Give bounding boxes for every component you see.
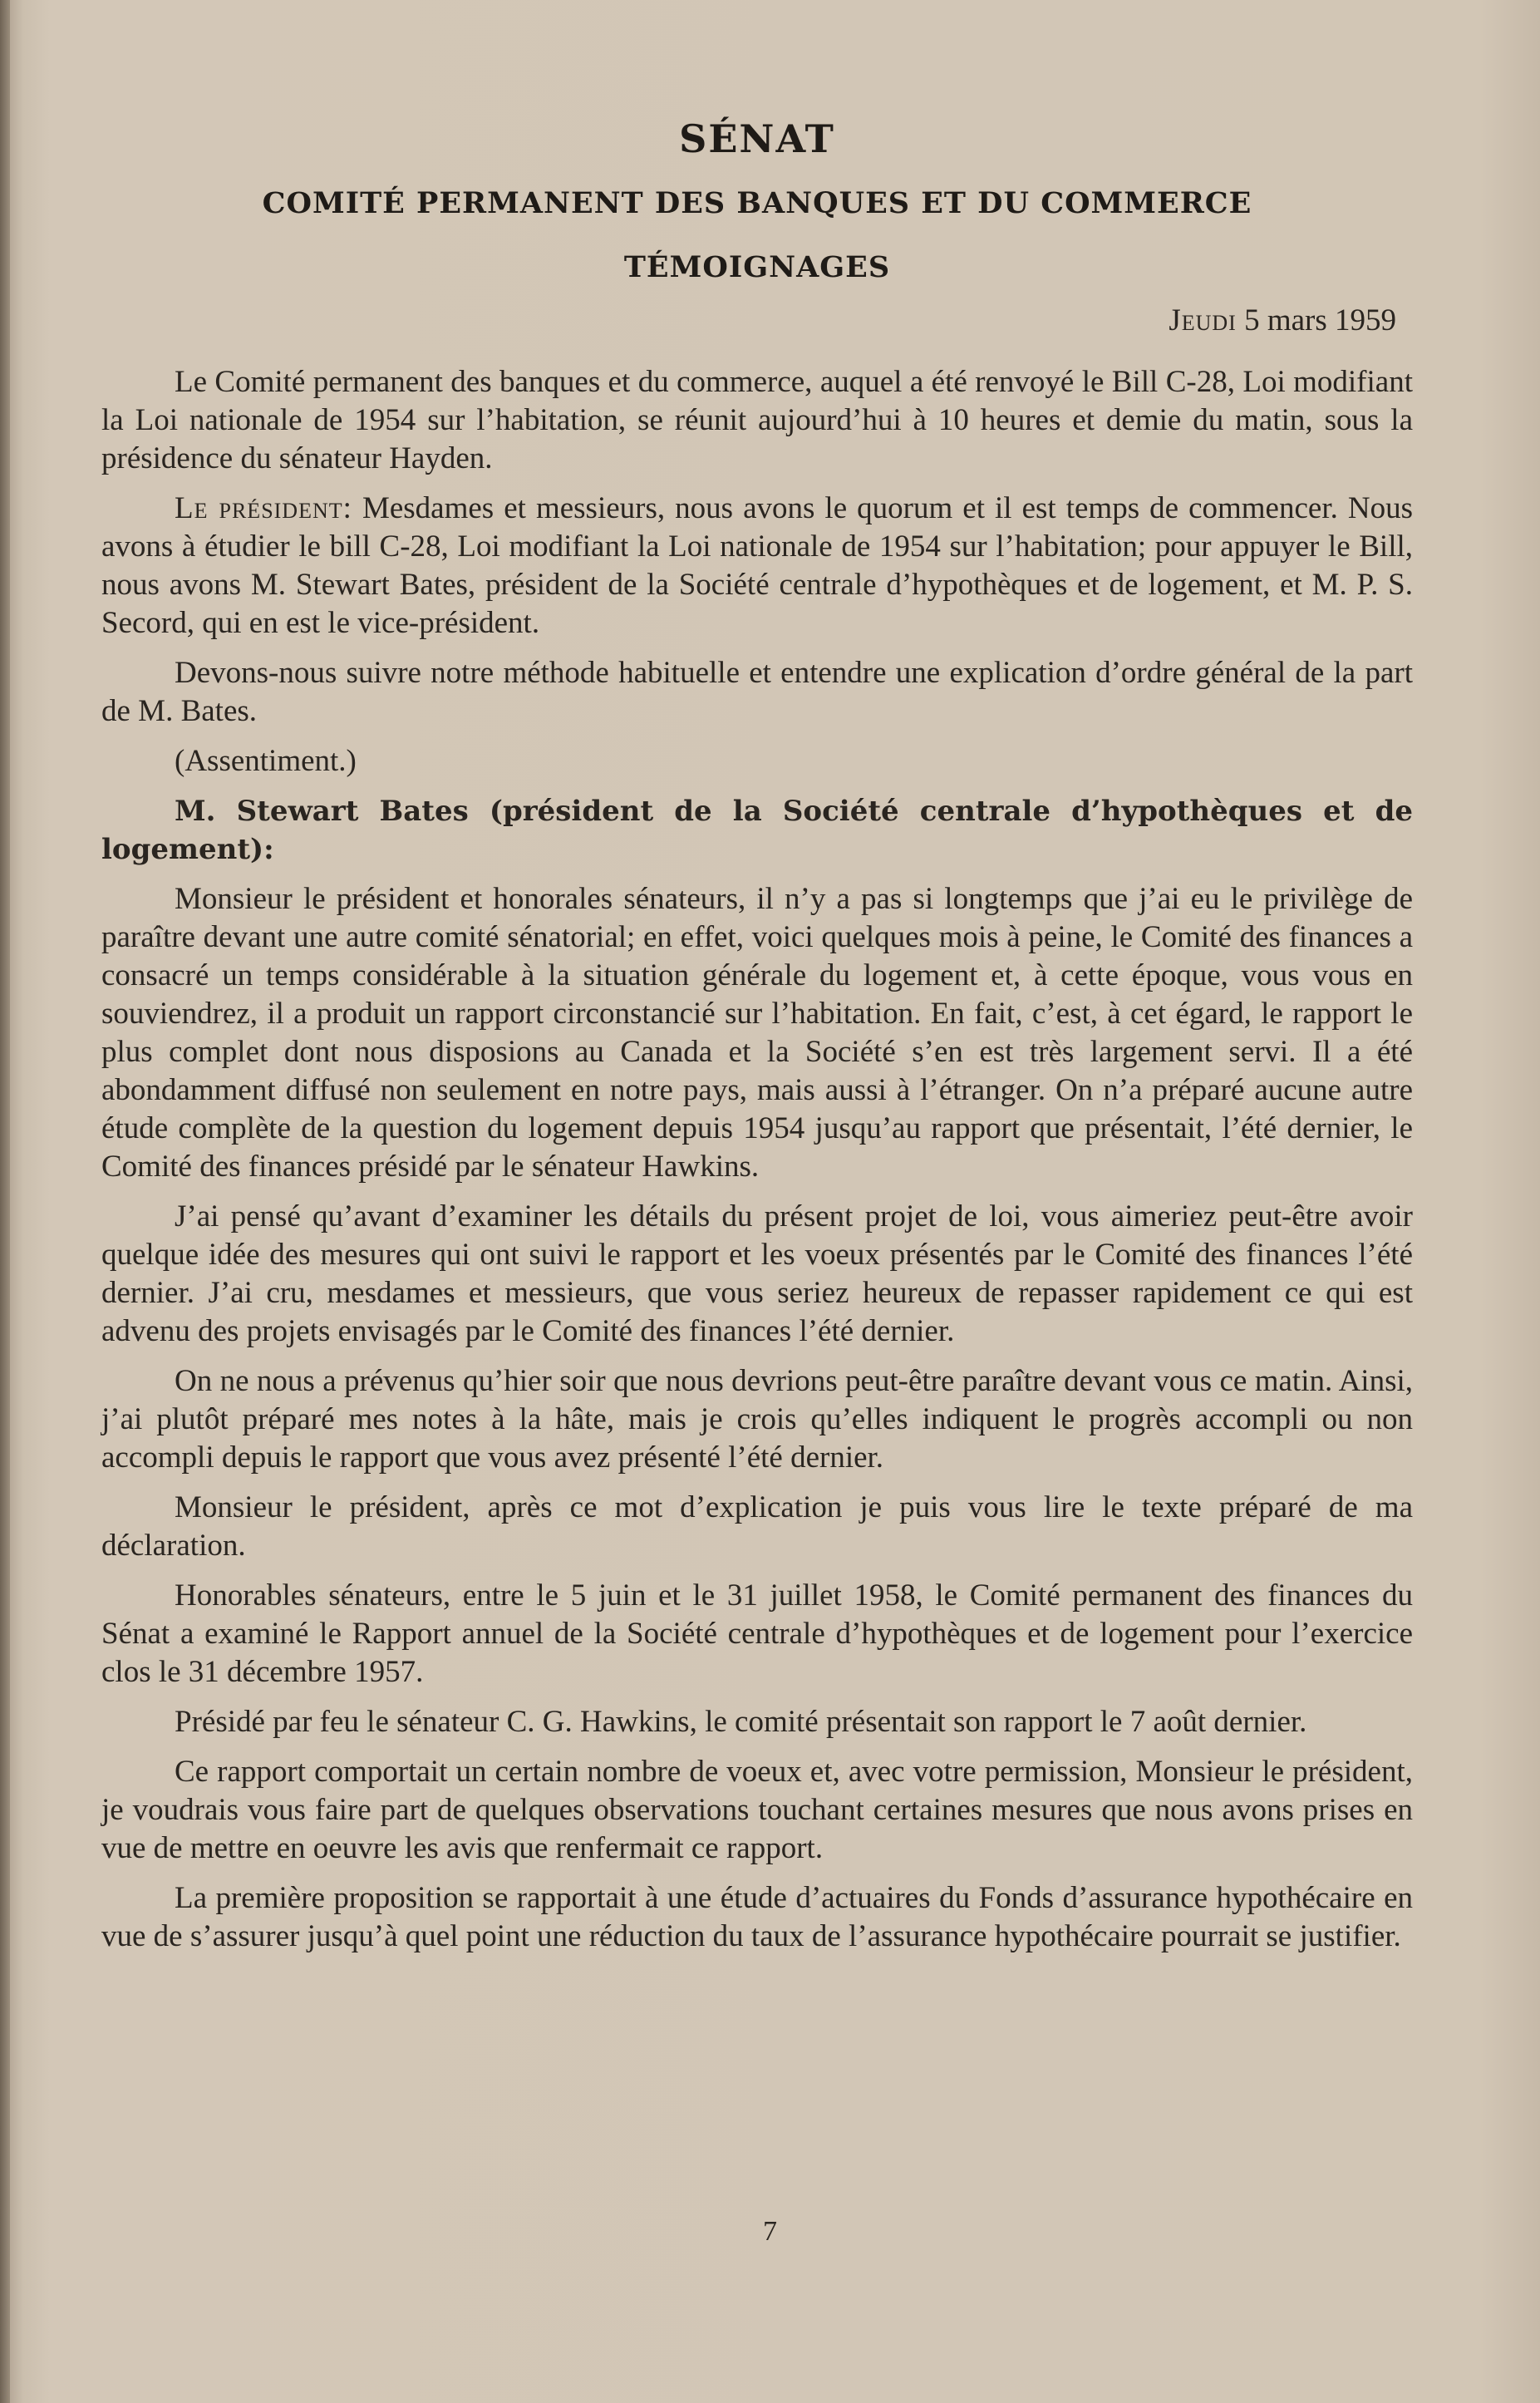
- paragraph-testimony-2: J’ai pensé qu’avant d’examiner les détails du présent projet de loi, vous aimeriez peut-être avoir quelque idée des mesures qui ont suivi le rapport et les voeux présentés par le Comité des finances l’été dernier. J’ai cru, mesdames et messieurs, que vous seriez heureux de repasser rapidement ce qui est advenu des projets envisagés par le Comité des finances l’été dernier.: [101, 1199, 1413, 1348]
- paragraph-testimony-7: Ce rapport comportait un certain nombre de voeux et, avec votre permission, Monsieur le président, je voudrais vous faire part de quelques observations touchant certaines mesures que nous avons prises en vue de mettre en oeuvre les avis que renfermait ce rapport.: [101, 1755, 1413, 1865]
- paragraph-intro: Le Comité permanent des banques et du commerce, auquel a été renvoyé le Bill C-28, Loi modifiant la Loi nationale de 1954 sur l’habitation, se réunit aujourd’hui à 10 heures et demie du matin, sous la présidence du sénateur Hayden.: [101, 365, 1413, 475]
- page-title: SÉNAT: [679, 116, 835, 161]
- committee-heading: COMITÉ PERMANENT DES BANQUES ET DU COMMERCE: [262, 186, 1252, 220]
- paragraph-method: Devons-nous suivre notre méthode habituelle et entendre une explication d’ordre général de la part de M. Bates.: [101, 656, 1413, 728]
- binding-edge: [0, 0, 10, 2403]
- speaker-witness: M. Stewart Bates (président de la Société centrale d’hypothèques et de logement):: [101, 795, 1413, 866]
- paragraph-testimony-6: Présidé par feu le sénateur C. G. Hawkins, le comité présentait son rapport le 7 août dernier.: [175, 1705, 1307, 1739]
- paragraph-testimony-4: Monsieur le président, après ce mot d’explication je puis vous lire le texte préparé de ma déclaration.: [101, 1490, 1413, 1563]
- speaker-president: Le président:: [175, 491, 352, 525]
- paragraph-testimony-1: Monsieur le président et honorales sénateurs, il n’y a pas si longtemps que j’ai eu le privilège de paraître devant une autre comité sénatorial; en effet, voici quelques mois à peine, le Comité des finances a consacré un temps considérable à la situation générale du logement et, à cette époque, vous vous en souviendrez, il a produit un rapport circonstancié sur l’habitation. En fait, c’est, à cet égard, le rapport le plus complet dont nous disposions au Canada et la Société s’en est très largement servi. Il a été abondamment diffusé non seulement en notre pays, mais aussi à l’étranger. On n’a préparé aucune autre étude complète de la question du logement depuis 1954 jusqu’au rapport que présentait, l’été dernier, le Comité des finances présidé par le sénateur Hawkins.: [101, 882, 1413, 1184]
- paragraph-testimony-8: La première proposition se rapportait à une étude d’actuaires du Fonds d’assurance hypothécaire en vue de s’assurer jusqu’à quel point une réduction du taux de l’assurance hypothécaire pourrait se justifier.: [101, 1881, 1413, 1953]
- document-content: [101, 116, 1413, 1967]
- paragraph-testimony-5: Honorables sénateurs, entre le 5 juin et le 31 juillet 1958, le Comité permanent des finances du Sénat a examiné le Rapport annuel de la Société centrale d’hypothèques et de logement pour l’exercice clos le 31 décembre 1957.: [101, 1578, 1413, 1689]
- dateline: [101, 303, 1413, 338]
- page-number: 7: [763, 2216, 777, 2247]
- date-text: 5 mars 1959: [1244, 303, 1396, 337]
- paragraph-assent: (Assentiment.): [175, 744, 357, 778]
- section-heading: TÉMOIGNAGES: [623, 250, 891, 284]
- paragraph-president-remarks: [101, 490, 1413, 643]
- president-remarks-text: Mesdames et messieurs, nous avons le quorum et il est temps de commencer. Nous avons à étudier le bill C-28, Loi modifiant la Loi nationale de 1954 sur l’habitation; pour appuyer le Bill, nous avons M. Stewart Bates, président de la Société centrale d’hypothèques et de logement, et M. P. S. Secord, qui en est le vice-président.: [101, 491, 1413, 640]
- paragraph-testimony-3: On ne nous a prévenus qu’hier soir que nous devrions peut-être paraître devant vous ce matin. Ainsi, j’ai plutôt préparé mes notes à la hâte, mais je crois qu’elles indiquent le progrès accompli ou non accompli depuis le rapport que vous avez présenté l’été dernier.: [101, 1364, 1413, 1475]
- paragraph-witness-heading: [101, 792, 1413, 869]
- date-weekday: Jeudi: [1169, 303, 1237, 337]
